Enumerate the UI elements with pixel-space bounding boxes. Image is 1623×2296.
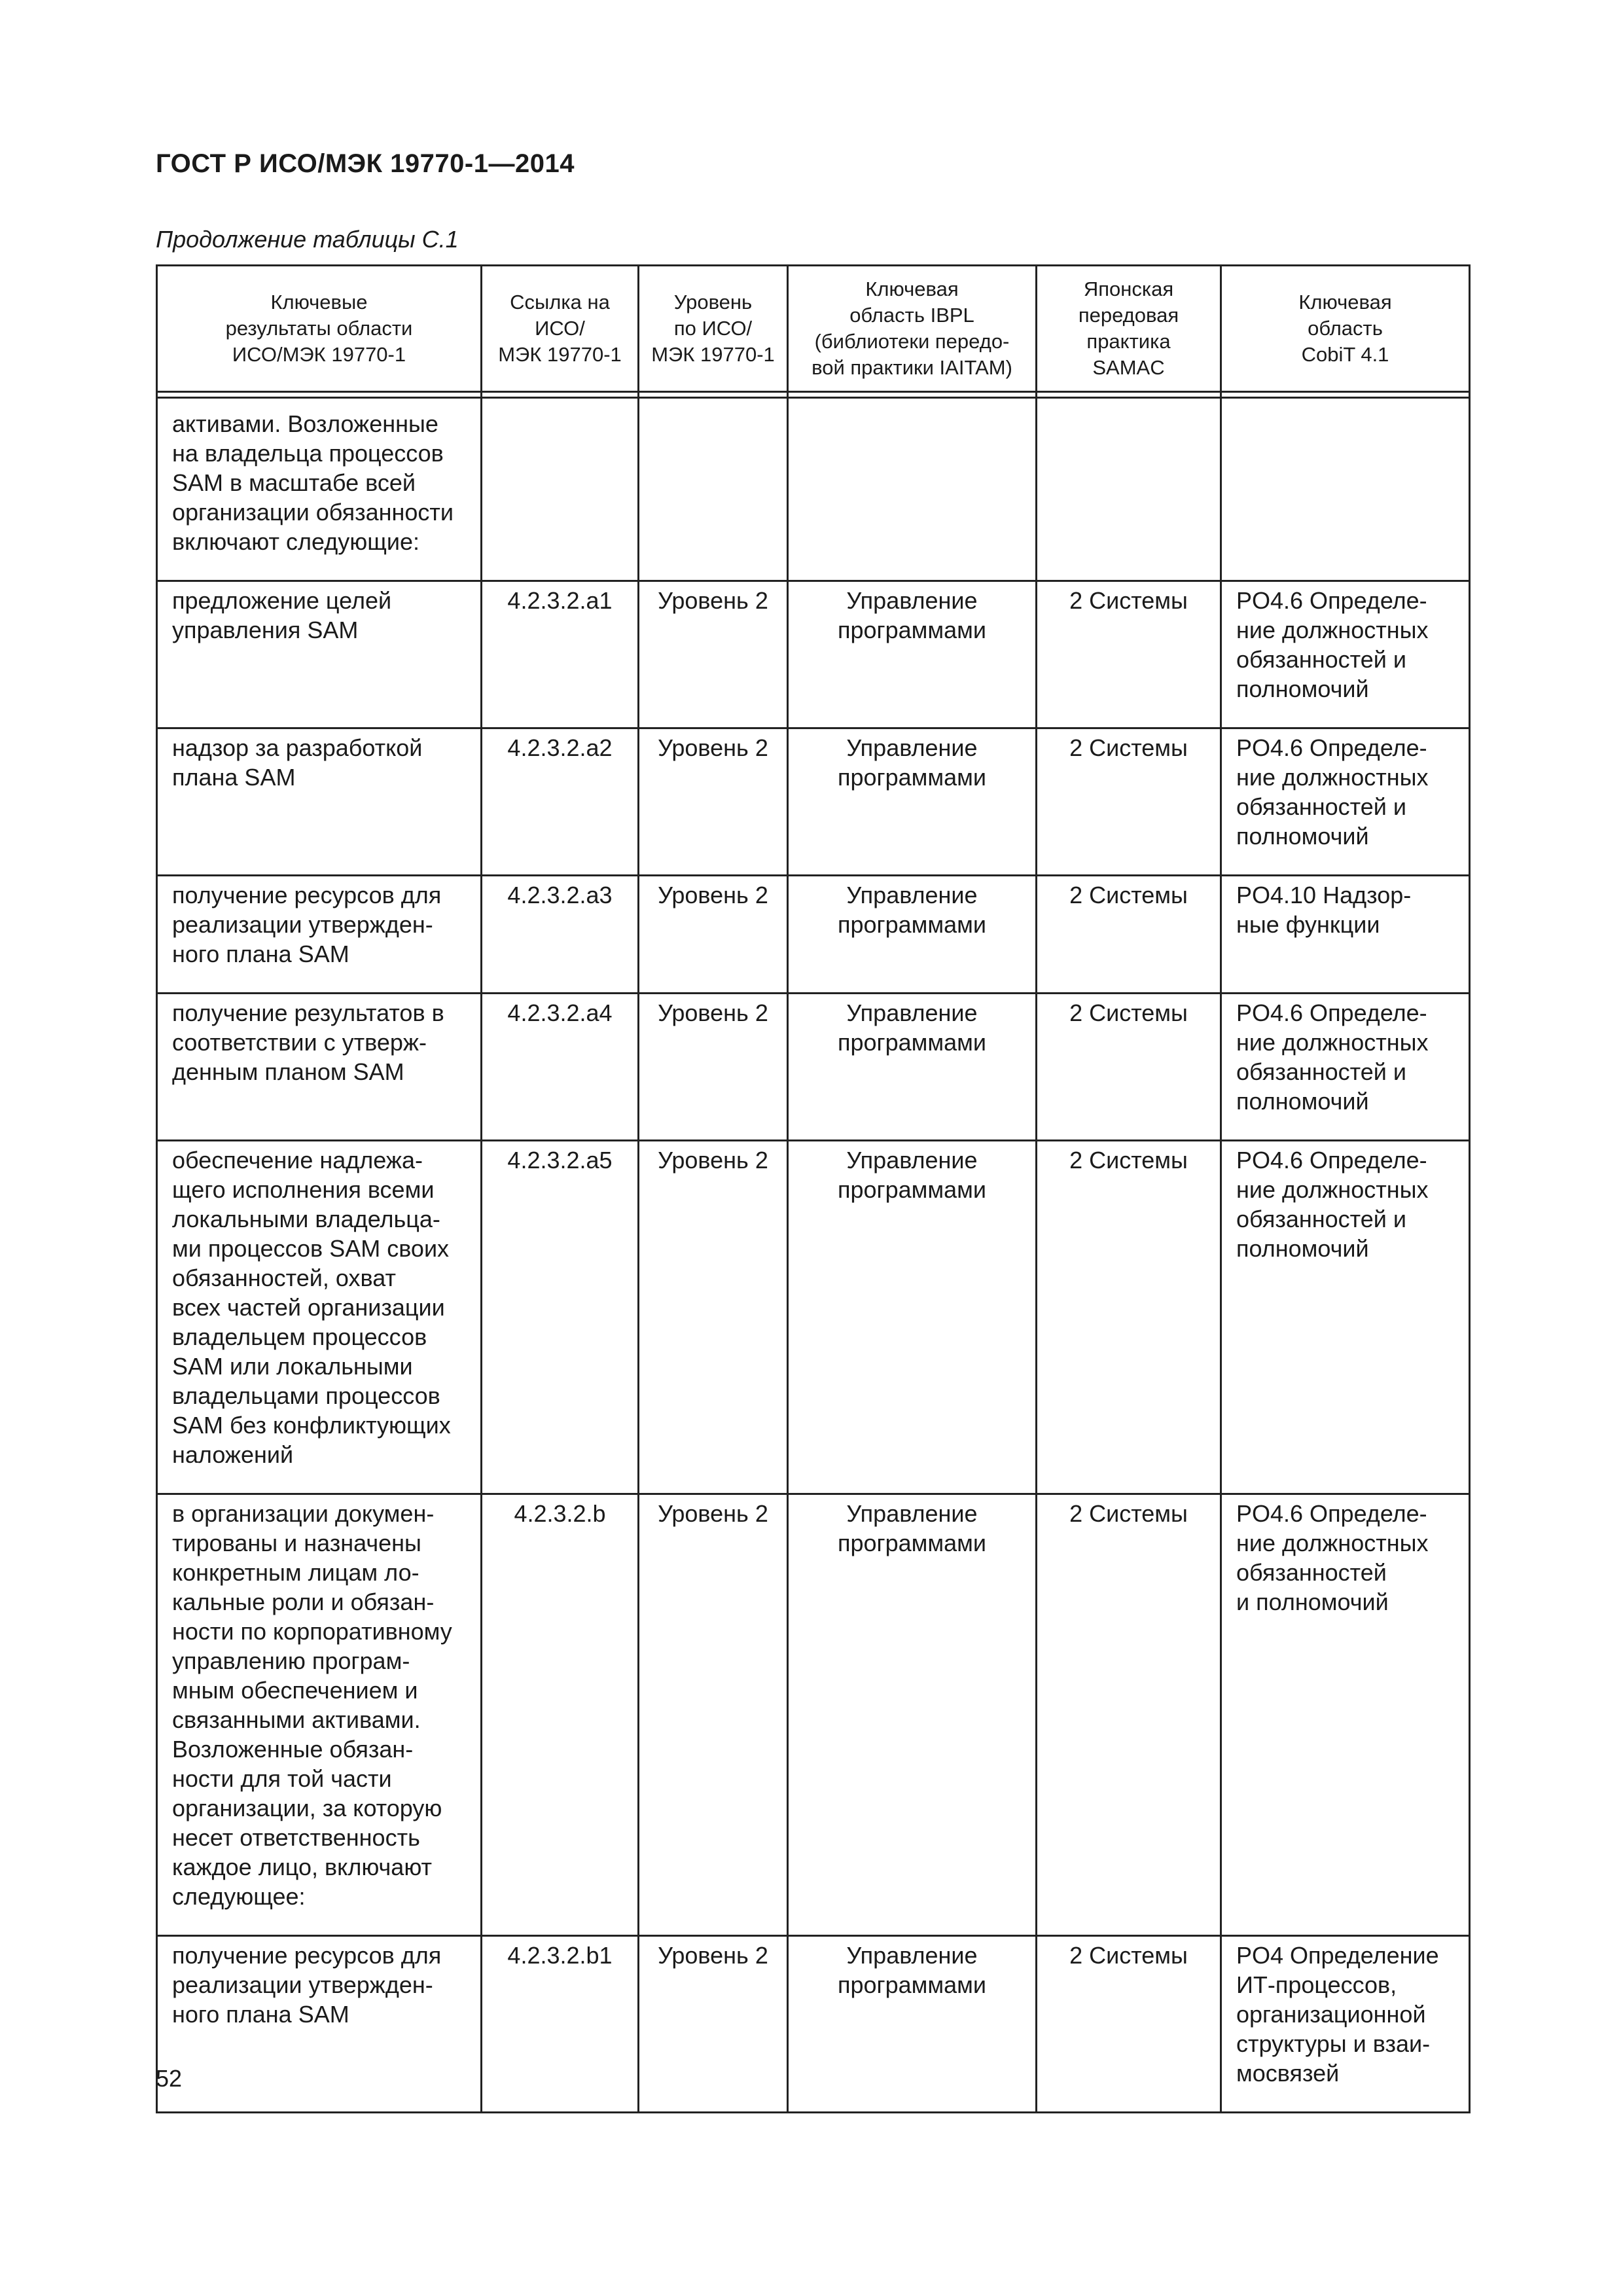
cell-text: 4.2.3.2.a4 (507, 999, 613, 1026)
table-row (157, 398, 1470, 581)
cell-text: Уровень 2 (658, 734, 768, 761)
page-number: 52 (156, 2065, 183, 2092)
table-row (157, 1494, 1470, 1936)
table-cell (1037, 994, 1221, 1141)
header-separator (157, 392, 1470, 398)
cell-text: 4.2.3.2.a5 (507, 1147, 613, 1174)
table-header-row (157, 266, 1470, 392)
cell-text: получение ресурсов для реализации утвержден- ного плана SAM (172, 882, 442, 967)
table-cell (788, 994, 1037, 1141)
table-cell (157, 994, 482, 1141)
table-cell (788, 1936, 1037, 2113)
cell-text: Управление программами (837, 999, 987, 1056)
column-header: Ключевые результаты области ИСО/МЭК 19770-1 (157, 266, 482, 392)
cell-text: PO4.6 Определе- ние должностных обязанностей и полномочий (1236, 1147, 1429, 1262)
cell-text: в организации докумен- тированы и назначены конкретным лицам ло- кальные роли и обязан- ности по корпоративному управлению програм- мным обеспечением и связанными активами. Возложенные обязан- ности для той части организации, за которую несет ответственность каждое лицо, включают следующее: (172, 1500, 452, 1910)
table-cell (639, 581, 788, 728)
table-row (157, 581, 1470, 728)
cell-text: 2 Системы (1069, 999, 1188, 1026)
cell-text: предложение целей управления SAM (172, 587, 392, 643)
table-caption: Продолжение таблицы С.1 (156, 226, 459, 253)
cell-text: надзор за разработкой плана SAM (172, 734, 423, 791)
cell-text: обеспечение надлежа- щего исполнения всеми локальными владельца- ми процессов SAM своих обязанностей, охват всех частей организации владельцем процессов SAM или локальными владельцами процессов SAM без конфликтующих наложений (172, 1147, 451, 1468)
cell-text: PO4.6 Определе- ние должностных обязанностей и полномочий (1236, 587, 1429, 702)
cell-text: PO4.10 Надзор- ные функции (1236, 882, 1412, 938)
cell-text: Управление программами (837, 1500, 987, 1556)
table-cell (1037, 876, 1221, 994)
column-header: Японская передовая практика SAMAC (1037, 266, 1221, 392)
table-cell (639, 1936, 788, 2113)
column-header: Ссылка на ИСО/ МЭК 19770-1 (482, 266, 639, 392)
table-cell (157, 876, 482, 994)
table-cell (639, 876, 788, 994)
table-cell (157, 1936, 482, 2113)
cell-text: Уровень 2 (658, 882, 768, 908)
table-cell (157, 398, 482, 581)
table-cell (482, 728, 639, 876)
table-cell (157, 1141, 482, 1494)
table-cell (157, 1494, 482, 1936)
table-cell (788, 581, 1037, 728)
column-header: Уровень по ИСО/ МЭК 19770-1 (639, 266, 788, 392)
table-cell (788, 876, 1037, 994)
table-cell (482, 1141, 639, 1494)
table-cell (1037, 1936, 1221, 2113)
cell-text: Уровень 2 (658, 587, 768, 614)
table-cell (482, 1494, 639, 1936)
cell-text: 4.2.3.2.a2 (507, 734, 613, 761)
column-header: Ключевая область CobiT 4.1 (1221, 266, 1470, 392)
document-header: ГОСТ Р ИСО/МЭК 19770-1—2014 (156, 149, 575, 178)
cell-text: 4.2.3.2.b1 (507, 1942, 613, 1969)
table-cell (482, 398, 639, 581)
table-cell (1221, 876, 1470, 994)
cell-text: 2 Системы (1069, 1147, 1188, 1174)
cell-text: Уровень 2 (658, 1147, 768, 1174)
table-cell (788, 728, 1037, 876)
cell-text: Управление программами (837, 734, 987, 791)
comparison-table (156, 264, 1471, 2113)
table-cell (1037, 581, 1221, 728)
table-cell (157, 728, 482, 876)
cell-text: Управление программами (837, 1147, 987, 1203)
cell-text: Уровень 2 (658, 1942, 768, 1969)
cell-text: Уровень 2 (658, 999, 768, 1026)
table-cell (1037, 398, 1221, 581)
cell-text (1037, 399, 1220, 433)
cell-text: получение результатов в соответствии с утверж- денным планом SAM (172, 999, 444, 1085)
cell-text: PO4.6 Определе- ние должностных обязанностей и полномочий (1236, 999, 1429, 1115)
cell-text: 2 Системы (1069, 587, 1188, 614)
cell-text: 4.2.3.2.a3 (507, 882, 613, 908)
cell-text (482, 399, 637, 433)
table-cell (1221, 398, 1470, 581)
table-cell (788, 1494, 1037, 1936)
table-cell (482, 581, 639, 728)
cell-text: Управление программами (837, 1942, 987, 1998)
table-row (157, 1936, 1470, 2113)
cell-text: PO4.6 Определе- ние должностных обязанностей и полномочий (1236, 1500, 1429, 1615)
table-cell (1221, 1936, 1470, 2113)
table-cell (639, 1141, 788, 1494)
table-cell (1221, 581, 1470, 728)
table-cell (639, 398, 788, 581)
table-cell (1037, 1141, 1221, 1494)
table-cell (639, 994, 788, 1141)
table-cell (1221, 994, 1470, 1141)
table-cell (482, 994, 639, 1141)
table-cell (157, 581, 482, 728)
cell-text (789, 399, 1035, 433)
cell-text: 2 Системы (1069, 1500, 1188, 1527)
table-cell (1221, 1494, 1470, 1936)
table-row (157, 1141, 1470, 1494)
table-row (157, 994, 1470, 1141)
cell-text: Управление программами (837, 587, 987, 643)
cell-text: 4.2.3.2.b (514, 1500, 606, 1527)
table-body (157, 398, 1470, 2113)
table-cell (482, 876, 639, 994)
table-cell (1221, 728, 1470, 876)
table-cell (1037, 1494, 1221, 1936)
cell-text: Управление программами (837, 882, 987, 938)
table-cell (639, 728, 788, 876)
cell-text (1222, 399, 1469, 433)
table-cell (788, 398, 1037, 581)
table-cell (639, 1494, 788, 1936)
table-cell (788, 1141, 1037, 1494)
table-row (157, 728, 1470, 876)
column-header: Ключевая область IBPL (библиотеки передо- вой практики IAITAM) (788, 266, 1037, 392)
table-cell (482, 1936, 639, 2113)
cell-text: 2 Системы (1069, 734, 1188, 761)
cell-text: получение ресурсов для реализации утвержден- ного плана SAM (172, 1942, 442, 2028)
cell-text: PO4.6 Определе- ние должностных обязанностей и полномочий (1236, 734, 1429, 850)
cell-text (639, 399, 787, 433)
cell-text: Уровень 2 (658, 1500, 768, 1527)
table-row (157, 876, 1470, 994)
table-cell (1037, 728, 1221, 876)
cell-text: 2 Системы (1069, 882, 1188, 908)
cell-text: активами. Возложенные на владельца процессов SAM в масштабе всей организации обязанности включают следующие: (172, 410, 454, 555)
cell-text: 4.2.3.2.a1 (507, 587, 613, 614)
cell-text: PO4 Определение ИТ-процессов, организационной структуры и взаи- мосвязей (1236, 1942, 1439, 2087)
table-cell (1221, 1141, 1470, 1494)
cell-text: 2 Системы (1069, 1942, 1188, 1969)
